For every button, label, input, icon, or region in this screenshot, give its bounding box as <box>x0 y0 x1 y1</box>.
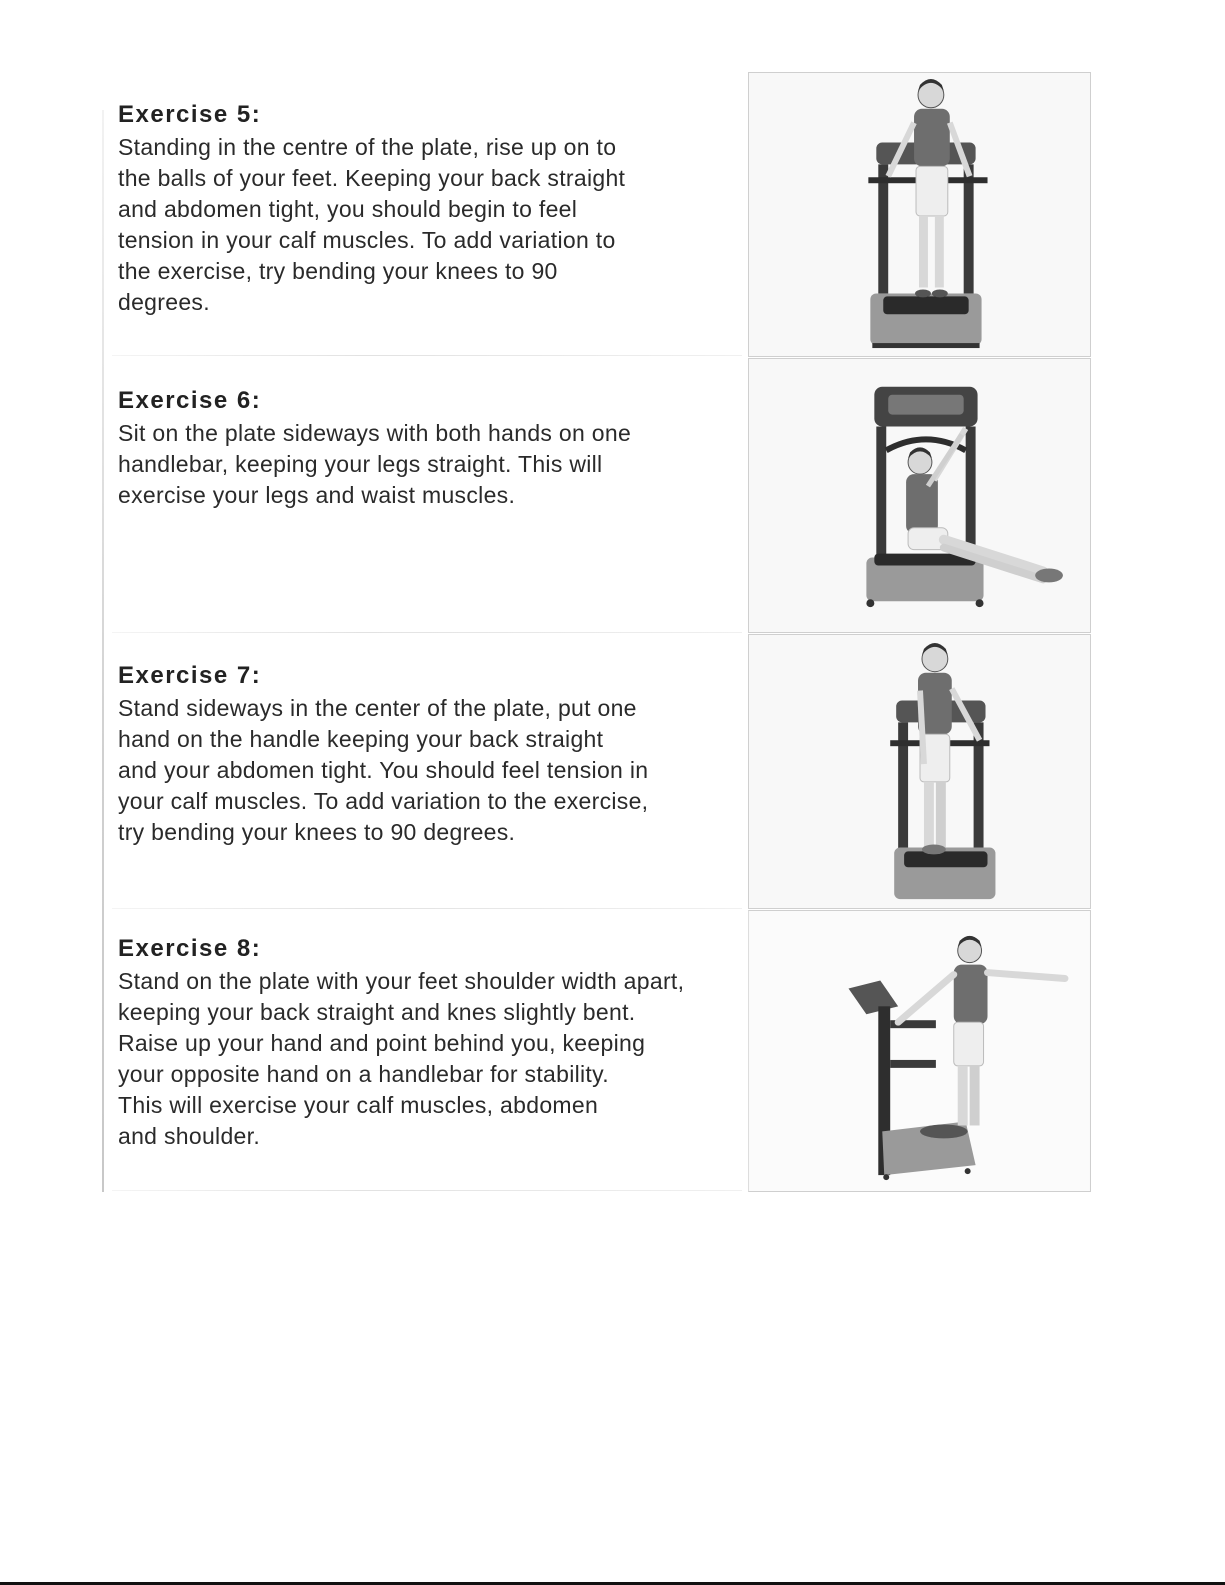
exercise-6-section <box>118 386 748 511</box>
exercise-7-line: hand on the handle keeping your back straight <box>118 726 604 752</box>
exercise-7-line: Stand sideways in the center of the plate, put one <box>118 695 637 721</box>
exercise-5-text <box>118 132 748 318</box>
section-divider <box>112 632 742 633</box>
exercise-8-line: This will exercise your calf muscles, abdomen <box>118 1092 599 1118</box>
exercise-7-section <box>118 661 748 848</box>
photo-column <box>748 72 1093 1192</box>
exercise-5-title: Exercise 5: <box>118 101 262 128</box>
section-divider <box>112 908 742 909</box>
exercise-6-title: Exercise 6: <box>118 387 262 414</box>
exercise-6-line: Sit on the plate sideways with both hands on one <box>118 420 632 446</box>
exercise-7-photo <box>748 634 1091 909</box>
exercise-5-line: tension in your calf muscles. To add variation to <box>118 227 616 253</box>
exercise-6-figure <box>749 359 1090 632</box>
exercise-7-text <box>118 693 748 848</box>
exercise-8-line: and shoulder. <box>118 1123 261 1149</box>
exercise-7-title: Exercise 7: <box>118 662 262 689</box>
exercise-5-line: Standing in the centre of the plate, rise up on to <box>118 134 617 160</box>
exercise-8-line: your opposite hand on a handlebar for stability. <box>118 1061 609 1087</box>
exercise-7-figure <box>749 635 1090 908</box>
exercise-5-figure <box>749 73 1090 356</box>
page-left-edge <box>102 110 104 1192</box>
exercise-8-line: Stand on the plate with your feet shoulder width apart, <box>118 968 685 994</box>
exercise-5-line: and abdomen tight, you should begin to feel <box>118 196 578 222</box>
exercise-8-text <box>118 966 748 1152</box>
exercise-5-photo <box>748 72 1091 357</box>
exercise-5-line: the balls of your feet. Keeping your back straight <box>118 165 626 191</box>
exercise-8-photo <box>748 910 1091 1192</box>
section-divider <box>112 355 742 356</box>
exercise-7-line: your calf muscles. To add variation to the exercise, <box>118 788 649 814</box>
exercise-6-text <box>118 418 748 511</box>
exercise-8-line: keeping your back straight and knes slightly bent. <box>118 999 636 1025</box>
exercise-8-line: Raise up your hand and point behind you, keeping <box>118 1030 646 1056</box>
exercise-8-section <box>118 934 748 1152</box>
exercise-6-line: exercise your legs and waist muscles. <box>118 482 516 508</box>
exercise-5-line: degrees. <box>118 289 210 315</box>
exercise-7-line: and your abdomen tight. You should feel tension in <box>118 757 649 783</box>
exercise-5-line: the exercise, try bending your knees to 90 <box>118 258 558 284</box>
exercise-8-title: Exercise 8: <box>118 935 262 962</box>
exercise-6-line: handlebar, keeping your legs straight. This will <box>118 451 603 477</box>
section-divider <box>112 1190 742 1191</box>
exercise-8-figure <box>749 911 1090 1191</box>
exercise-7-line: try bending your knees to 90 degrees. <box>118 819 516 845</box>
exercise-6-photo <box>748 358 1091 633</box>
exercise-5-section <box>118 100 748 318</box>
